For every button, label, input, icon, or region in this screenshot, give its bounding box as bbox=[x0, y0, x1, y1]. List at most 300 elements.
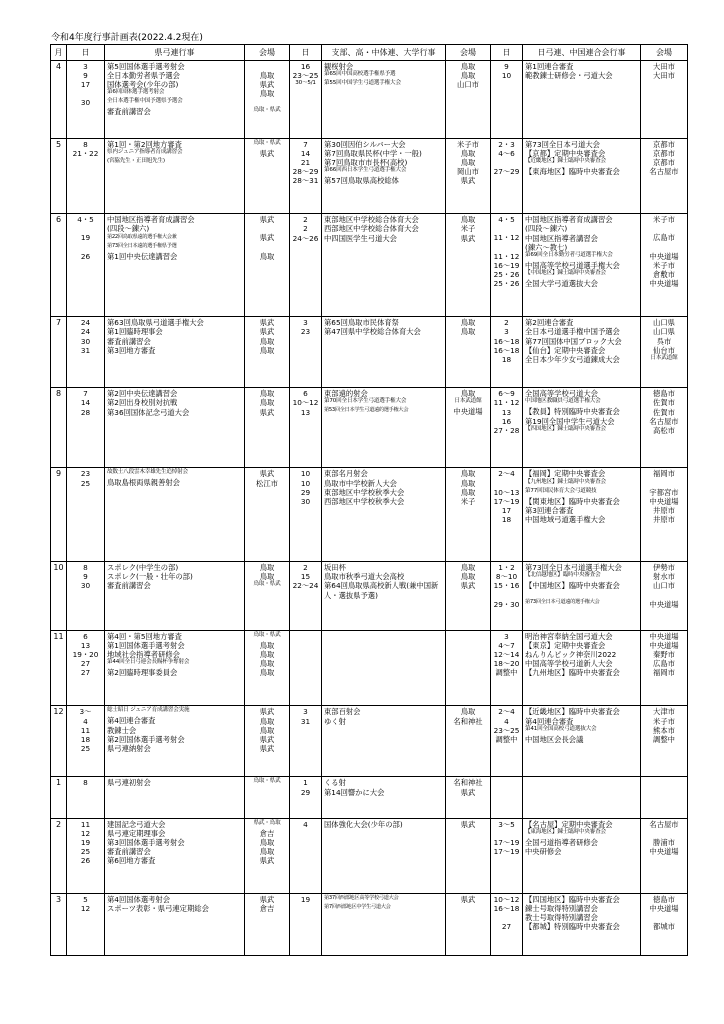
day-line: 7 bbox=[303, 139, 308, 149]
venue-line: 大田市 bbox=[653, 71, 675, 81]
venue-line: 倉吉 bbox=[259, 828, 275, 838]
venue-cell bbox=[641, 317, 688, 388]
venue-line: 鳥取 bbox=[259, 725, 275, 735]
day-cell bbox=[491, 138, 523, 214]
event-line: 第7回鳥取市市長杯(高校) bbox=[324, 158, 408, 168]
venue-line: 松江市 bbox=[256, 478, 278, 488]
day-line bbox=[69, 224, 102, 233]
day-cell bbox=[67, 138, 105, 214]
venue-cell bbox=[245, 388, 290, 468]
day-cell bbox=[67, 630, 105, 706]
venue-line: 名和神社 bbox=[453, 716, 483, 726]
other-event-cell bbox=[322, 138, 446, 214]
day-line: 27・28 bbox=[493, 425, 520, 435]
event-line: 第69回全日本勤労者弓道選手権大会 bbox=[525, 251, 613, 258]
venue-line bbox=[643, 224, 685, 233]
venue-line: 仙台市 bbox=[653, 345, 675, 355]
event-line: 第2回連合審査 bbox=[525, 318, 574, 328]
day-line: 23 bbox=[80, 469, 91, 479]
event-line: 坂田杯 bbox=[324, 563, 346, 573]
day-line bbox=[493, 158, 520, 167]
event-line: 全日本少年少女弓道錬成大会 bbox=[525, 354, 620, 364]
venue-line: 鳥取 bbox=[460, 148, 476, 158]
day-cell bbox=[67, 61, 105, 139]
event-line: 全日本選手権中国予選県予選会 bbox=[107, 98, 183, 105]
day-cell bbox=[491, 388, 523, 468]
day-line: 11・12 bbox=[493, 233, 520, 243]
nichikyu-event-cell bbox=[523, 706, 641, 777]
venue-cell bbox=[641, 214, 688, 317]
day-line: 30 bbox=[80, 336, 91, 346]
venue-line: 県武 bbox=[259, 895, 275, 905]
day-cell bbox=[67, 706, 105, 777]
day-cell bbox=[491, 214, 523, 317]
day-line: 27 bbox=[501, 922, 512, 932]
event-line: 第57回鳥取県高校総体 bbox=[324, 176, 399, 186]
event-line: スポレク(一般・壮年の部) bbox=[107, 572, 193, 582]
day-cell bbox=[67, 388, 105, 468]
event-line: スポレク(中学生の部) bbox=[107, 563, 179, 573]
venue-cell bbox=[641, 894, 688, 956]
event-line: 西部地区中学校秋季大会 bbox=[324, 496, 405, 506]
event-line: 【九州地区】錬士臨時中央審査会 bbox=[525, 478, 606, 485]
venue-cell bbox=[245, 61, 290, 139]
day-line: 25 bbox=[80, 743, 91, 753]
day-cell bbox=[290, 777, 322, 818]
day-line: 18 bbox=[501, 354, 512, 364]
venue-line: 鳥取 bbox=[259, 650, 275, 660]
day-line: 13 bbox=[80, 641, 91, 651]
pref-event-cell bbox=[105, 562, 245, 631]
day-cell bbox=[491, 562, 523, 631]
month-cell: 7 bbox=[51, 317, 67, 388]
day-line: 11 bbox=[80, 725, 91, 735]
day-line: 17～19 bbox=[493, 846, 520, 856]
event-line: 第37回西部地区高等学校弓道大会 bbox=[324, 895, 399, 902]
other-event-cell bbox=[322, 214, 446, 317]
day-line: 4 bbox=[83, 716, 88, 726]
day-line: 30～5/1 bbox=[295, 80, 316, 87]
venue-cell bbox=[446, 706, 491, 777]
event-line: 観桜射会 bbox=[324, 62, 354, 71]
venue-line: 山口市 bbox=[457, 80, 479, 90]
event-line: 【東海地区】臨時中央審査会 bbox=[525, 167, 620, 177]
pref-event-cell bbox=[105, 706, 245, 777]
day-line: 25・26 bbox=[493, 278, 520, 288]
event-line: 第73回全日本弓道遠的選手権大会 bbox=[525, 599, 600, 606]
venue-line: 県武 bbox=[259, 469, 275, 479]
day-line bbox=[69, 89, 102, 98]
day-line: 10～12 bbox=[292, 398, 319, 408]
day-line: 10 bbox=[501, 71, 512, 81]
venue-line: 鳥取・県武 bbox=[253, 581, 281, 588]
event-line: 第64回鳥取県高校新人戦(兼中国新人・選抜県予選) bbox=[324, 581, 439, 600]
day-line: 2・3 bbox=[498, 139, 515, 149]
event-line: 第7回鳥取県民杯(中学・一般) bbox=[324, 148, 422, 158]
day-line: 2～4 bbox=[498, 707, 515, 717]
venue-cell bbox=[446, 468, 491, 562]
event-line: 【中国地区】錬士臨時中央審査会 bbox=[525, 269, 606, 276]
venue-line: 中央道場 bbox=[649, 631, 679, 641]
venue-line: 鳥取 bbox=[259, 716, 275, 726]
day-line: 11・12 bbox=[493, 251, 520, 261]
day-line: 24～26 bbox=[292, 233, 319, 243]
venue-cell bbox=[245, 317, 290, 388]
day-line: 16 bbox=[300, 62, 311, 71]
event-line: 総士昭日 ジュニア育成講習会実施 bbox=[107, 707, 190, 714]
event-line: 第73回全日本弓道選手権大会 bbox=[525, 563, 622, 573]
pref-event-cell bbox=[105, 894, 245, 956]
month-cell: 1 bbox=[51, 777, 67, 818]
day-line bbox=[493, 913, 520, 922]
month-row bbox=[51, 706, 688, 777]
venue-line: 岡山市 bbox=[457, 167, 479, 177]
event-line: 第1回・第2回地方審査 bbox=[107, 139, 182, 149]
day-cell bbox=[290, 894, 322, 956]
venue-line: 鳥取 bbox=[460, 71, 476, 81]
pref-event-cell bbox=[105, 317, 245, 388]
day-line: 8 bbox=[83, 139, 88, 149]
venue-cell bbox=[245, 468, 290, 562]
venue-line bbox=[643, 913, 685, 922]
event-line: 第2回臨時理事委員会 bbox=[107, 668, 178, 678]
day-line: 19 bbox=[300, 895, 311, 905]
event-line: 第63回鳥取県弓道選手権大会 bbox=[107, 318, 204, 328]
event-line: (錬六～教七) bbox=[525, 242, 568, 252]
venue-line: 中央道場 bbox=[649, 496, 679, 506]
venue-line: 徳島市 bbox=[653, 895, 675, 905]
event-line: 第2回出身校別対抗戦 bbox=[107, 398, 178, 408]
day-line: 4～7 bbox=[498, 641, 515, 651]
event-line: 全国大学弓道選抜大会 bbox=[525, 278, 598, 288]
venue-line: 県武 bbox=[259, 215, 275, 225]
event-line: 第65回中国高校選手権県予選 bbox=[324, 71, 396, 78]
event-line: 第3回地方審査 bbox=[107, 345, 156, 355]
event-line: 第1回国体選手選考射会 bbox=[107, 641, 185, 651]
day-line: 8～10 bbox=[495, 572, 518, 582]
venue-line: 米子市 bbox=[653, 260, 675, 270]
event-line: 第14回響かに大会 bbox=[324, 787, 385, 797]
month-cell: 5 bbox=[51, 138, 67, 214]
event-line: 東部地区中学校秋季大会 bbox=[324, 487, 405, 497]
day-line: 23～25 bbox=[292, 71, 319, 81]
header-day: 日 bbox=[290, 45, 322, 61]
event-line: 第66回西日本学生弓道選手権大会 bbox=[324, 167, 407, 174]
day-line: 3～5 bbox=[498, 819, 515, 829]
day-line: 17 bbox=[501, 505, 512, 515]
venue-line: 米子 bbox=[460, 224, 476, 234]
header-other-events: 支部、高・中体連、大学行事 bbox=[322, 45, 446, 61]
venue-line: 県武 bbox=[259, 148, 275, 158]
event-line: 東部名月射会 bbox=[324, 469, 368, 479]
event-line: 範教錬士研修会・弓道大会 bbox=[525, 71, 613, 81]
venue-line: 鳥取 bbox=[259, 668, 275, 678]
day-line: 14 bbox=[300, 148, 311, 158]
venue-line bbox=[643, 829, 685, 838]
venue-line: 鳥取 bbox=[460, 318, 476, 328]
day-line: 15 bbox=[300, 572, 311, 582]
event-line: 国体強化大会(少年の部) bbox=[324, 819, 403, 829]
day-cell bbox=[491, 894, 523, 956]
venue-line: 山口県 bbox=[653, 318, 675, 328]
venue-line bbox=[643, 479, 685, 488]
day-line: 3 bbox=[504, 631, 509, 641]
event-line: (四段～錬六) bbox=[107, 224, 150, 234]
venue-line: 鳥取 bbox=[460, 707, 476, 717]
venue-line: 鳥取 bbox=[259, 640, 275, 650]
pref-event-cell bbox=[105, 388, 245, 468]
header-nichikyu-events: 日弓連、中国連合会行事 bbox=[523, 45, 641, 61]
day-line: 12 bbox=[80, 904, 91, 914]
venue-line: 鳥取 bbox=[259, 345, 275, 355]
event-line: 第7回西部地区中学生弓道大会 bbox=[324, 904, 391, 911]
day-cell bbox=[491, 777, 523, 818]
venue-cell bbox=[641, 630, 688, 706]
event-line: 第1回臨時理事会 bbox=[107, 327, 163, 337]
venue-cell bbox=[245, 818, 290, 894]
day-cell bbox=[491, 61, 523, 139]
nichikyu-event-cell bbox=[523, 317, 641, 388]
event-line: 県内ジュニア指導者育成講習会 bbox=[107, 148, 183, 155]
month-cell: 12 bbox=[51, 706, 67, 777]
event-line: 第55回中国学生弓道選手権大会 bbox=[324, 80, 401, 87]
pref-event-cell bbox=[105, 818, 245, 894]
venue-line: 大津市 bbox=[653, 707, 675, 717]
other-event-cell bbox=[322, 61, 446, 139]
month-row bbox=[51, 317, 688, 388]
day-line: 28 bbox=[80, 407, 91, 417]
venue-line: 米子 bbox=[460, 496, 476, 506]
event-line: 【四国地区】臨時中央審査会 bbox=[525, 895, 620, 905]
venue-line: 県武 bbox=[259, 407, 275, 417]
venue-line: 鳥取 bbox=[460, 158, 476, 168]
event-line: 審査前講習会 bbox=[107, 107, 151, 117]
event-line: 中央研修会 bbox=[525, 846, 562, 856]
event-line: 第3回連合審査 bbox=[525, 505, 574, 515]
venue-line: 大田市 bbox=[653, 62, 675, 71]
venue-line: 京都市 bbox=[653, 158, 675, 168]
venue-line: 中央道場 bbox=[649, 904, 679, 914]
header-pref-events: 県弓連行事 bbox=[105, 45, 245, 61]
day-line: 18 bbox=[80, 734, 91, 744]
day-cell bbox=[491, 468, 523, 562]
event-line: 【教員】特別臨時中央審査会 bbox=[525, 407, 620, 417]
event-line: 第5回国体選手選考射会 bbox=[107, 62, 185, 71]
venue-line: 名古屋市 bbox=[649, 819, 679, 829]
event-line: 第6回国体選手選考射会 bbox=[107, 89, 165, 96]
venue-line: 倉敷市 bbox=[653, 269, 675, 279]
event-line: 教士号取得特別講習会 bbox=[525, 913, 598, 923]
day-cell bbox=[67, 214, 105, 317]
event-line: 第4回連合審査 bbox=[107, 716, 156, 726]
event-line: 第44回全日弓連会長賜杯争奪射会 bbox=[107, 659, 190, 666]
event-line: 中国地区教職員弓道選手権大会 bbox=[525, 398, 601, 405]
venue-cell bbox=[641, 706, 688, 777]
day-cell bbox=[290, 562, 322, 631]
venue-line: 鳥取 bbox=[460, 327, 476, 337]
event-line: 鳥取市中学校新人大会 bbox=[324, 478, 397, 488]
day-line: 16～18 bbox=[493, 345, 520, 355]
header-row bbox=[51, 45, 688, 61]
header-month: 月 bbox=[51, 45, 67, 61]
day-line: 18～20 bbox=[493, 659, 520, 669]
day-line: 2 bbox=[504, 318, 509, 328]
day-cell bbox=[290, 818, 322, 894]
event-line: 第1回中央伝達講習会 bbox=[107, 251, 178, 261]
venue-cell bbox=[641, 818, 688, 894]
day-line: 6 bbox=[83, 631, 88, 641]
venue-line bbox=[247, 62, 287, 71]
day-line: 31 bbox=[80, 345, 91, 355]
venue-line: 中央道場 bbox=[453, 407, 483, 417]
day-line: 21 bbox=[300, 158, 311, 168]
venue-line: 中央道場 bbox=[649, 846, 679, 856]
venue-line: 宇都宮市 bbox=[649, 487, 679, 497]
month-cell: 11 bbox=[51, 630, 67, 706]
event-line: 【仙台】定期中央審査会 bbox=[525, 345, 606, 355]
day-line: 4 bbox=[504, 716, 509, 726]
event-line: 中国高等学校弓道選手権大会 bbox=[525, 260, 620, 270]
event-line: 中国地区指導者育成講習会 bbox=[107, 215, 195, 225]
month-cell: 3 bbox=[51, 894, 67, 956]
venue-cell bbox=[245, 894, 290, 956]
event-line: 第4回・第5回地方審査 bbox=[107, 631, 182, 641]
venue-line: 県武 bbox=[460, 895, 476, 905]
venue-cell bbox=[641, 388, 688, 468]
day-line: 5 bbox=[83, 895, 88, 905]
event-line: 【関東地区】臨時中央審査会 bbox=[525, 496, 620, 506]
month-cell: 9 bbox=[51, 468, 67, 562]
day-line: 17～19 bbox=[493, 837, 520, 847]
month-row bbox=[51, 894, 688, 956]
day-cell bbox=[67, 894, 105, 956]
venue-line: 県武 bbox=[259, 707, 275, 717]
event-line: 第36回国体記念弓道大会 bbox=[107, 407, 190, 417]
venue-line: 県武 bbox=[460, 233, 476, 243]
day-cell bbox=[491, 706, 523, 777]
day-line: 3 bbox=[303, 318, 308, 328]
day-line: 27～29 bbox=[493, 167, 520, 177]
month-row bbox=[51, 818, 688, 894]
day-cell bbox=[290, 388, 322, 468]
venue-line: 県武 bbox=[259, 734, 275, 744]
day-line: 26 bbox=[80, 856, 91, 866]
venue-line: 県武 bbox=[259, 233, 275, 243]
day-cell bbox=[491, 630, 523, 706]
event-line: 東部百射会 bbox=[324, 707, 361, 717]
day-line: 26 bbox=[80, 251, 91, 261]
event-line: 第77回国体中国ブロック大会 bbox=[525, 336, 622, 346]
month-row bbox=[51, 562, 688, 631]
venue-line: 佐賀市 bbox=[653, 407, 675, 417]
day-line: 9 bbox=[83, 572, 88, 582]
venue-line: 佐賀市 bbox=[653, 398, 675, 408]
day-line: 8 bbox=[83, 563, 88, 573]
venue-line: 県武・鳥取 bbox=[253, 819, 281, 826]
venue-line: 名和神社 bbox=[453, 778, 483, 788]
event-line: 第73回全日本遠的選手権県予選 bbox=[107, 242, 177, 249]
venue-line: 広島市 bbox=[653, 659, 675, 669]
event-line: 【中国地区】臨時中央審査会 bbox=[525, 581, 620, 591]
day-cell bbox=[290, 706, 322, 777]
event-line: 故数士八段雲木幸雄先生追悼射会 bbox=[107, 469, 188, 476]
event-line: 全国高等学校弓道大会 bbox=[525, 389, 598, 399]
day-line: 8 bbox=[83, 778, 88, 788]
header-venue: 会場 bbox=[446, 45, 491, 61]
venue-cell bbox=[446, 317, 491, 388]
day-line: 2～4 bbox=[498, 469, 515, 479]
day-line: 29・30 bbox=[493, 599, 520, 609]
event-line: 第22回鳥取県遠的選手権大会兼 bbox=[107, 233, 177, 240]
event-line: 第3回国体選手選考射会 bbox=[107, 837, 185, 847]
venue-line: 鳥取 bbox=[259, 846, 275, 856]
day-line: 2 bbox=[303, 563, 308, 573]
event-line: 中国地区指導者講習会 bbox=[525, 233, 598, 243]
event-line: ねんりんピック神奈川2022 bbox=[525, 650, 617, 660]
venue-line: 高松市 bbox=[653, 425, 675, 435]
header-venue: 会場 bbox=[641, 45, 688, 61]
event-line: 第19回全国中学生弓道大会 bbox=[525, 416, 615, 426]
month-row bbox=[51, 138, 688, 214]
day-line bbox=[493, 243, 520, 252]
day-line: 16～18 bbox=[493, 336, 520, 346]
venue-line: 熊本市 bbox=[653, 725, 675, 735]
venue-line: 調整中 bbox=[653, 734, 675, 744]
venue-line: 鳥取 bbox=[460, 478, 476, 488]
month-cell: 2 bbox=[51, 818, 67, 894]
event-line: 中四国医学生弓道大会 bbox=[324, 233, 397, 243]
pref-event-cell bbox=[105, 138, 245, 214]
venue-line: 鳥取 bbox=[460, 215, 476, 225]
pref-event-cell bbox=[105, 61, 245, 139]
venue-line: 県武 bbox=[259, 855, 275, 865]
event-line: 【東京】定期中央審査会 bbox=[525, 641, 606, 651]
event-line: 錬士号取得特別講習会 bbox=[525, 904, 598, 914]
event-line: 建国記念弓道大会 bbox=[107, 819, 166, 829]
day-line: 6～9 bbox=[498, 389, 515, 399]
day-line: 9 bbox=[83, 71, 88, 81]
header-day: 日 bbox=[67, 45, 105, 61]
event-line: 全日本弓道選手権中国予選会 bbox=[525, 327, 620, 337]
nichikyu-event-cell bbox=[523, 818, 641, 894]
event-line: 第47回県中学校総合体育大会 bbox=[324, 327, 421, 337]
venue-line: 県武 bbox=[460, 819, 476, 829]
day-cell bbox=[290, 138, 322, 214]
other-event-cell bbox=[322, 894, 446, 956]
venue-cell bbox=[641, 138, 688, 214]
day-line bbox=[493, 591, 520, 600]
venue-line: 京都市 bbox=[653, 148, 675, 158]
venue-line: 日本武道館 bbox=[650, 354, 678, 361]
day-cell bbox=[67, 317, 105, 388]
day-line: 28～29 bbox=[292, 167, 319, 177]
header-day: 日 bbox=[491, 45, 523, 61]
event-line: 鳥取市秋季弓道大会高校 bbox=[324, 572, 405, 582]
venue-line: 県武 bbox=[259, 743, 275, 753]
event-line: 【近畿地区】錬士臨時中央審査会 bbox=[525, 158, 606, 165]
venue-line: 名古屋市 bbox=[649, 416, 679, 426]
venue-line: 勝浦市 bbox=[653, 837, 675, 847]
event-line: 【四国地区】錬士臨時中央審査会 bbox=[525, 425, 606, 432]
event-line: 第73回全日本弓道大会 bbox=[525, 139, 600, 149]
day-line: 10 bbox=[300, 469, 311, 479]
venue-line: 鳥取 bbox=[259, 563, 275, 573]
day-cell bbox=[67, 818, 105, 894]
event-line: 県弓連初射会 bbox=[107, 778, 151, 788]
month-cell: 4 bbox=[51, 61, 67, 139]
day-line: 3 bbox=[303, 707, 308, 717]
day-line: 24 bbox=[80, 318, 91, 328]
